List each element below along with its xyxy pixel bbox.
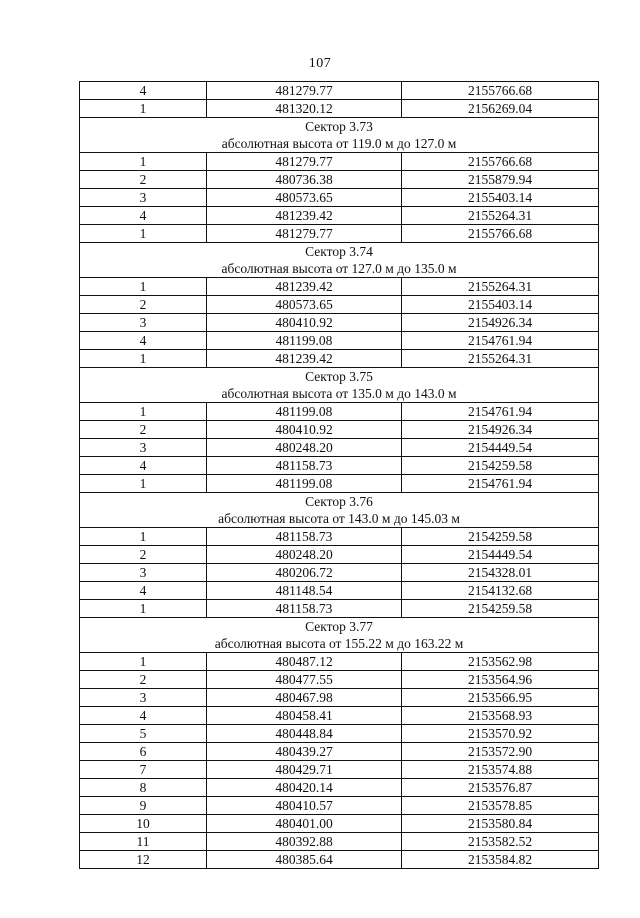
x-coordinate-cell: 480448.84 xyxy=(207,725,402,743)
y-coordinate-cell: 2153570.92 xyxy=(402,725,599,743)
table-row xyxy=(80,171,599,189)
point-number-cell: 3 xyxy=(80,689,207,707)
x-coordinate-cell: 480392.88 xyxy=(207,833,402,851)
point-number-cell: 1 xyxy=(80,653,207,671)
sector-heading-row xyxy=(80,243,599,261)
table-row xyxy=(80,314,599,332)
y-coordinate-cell: 2154259.58 xyxy=(402,600,599,618)
altitude-range-row xyxy=(80,260,599,278)
table-row xyxy=(80,350,599,368)
y-coordinate-cell: 2154926.34 xyxy=(402,421,599,439)
point-number-cell: 1 xyxy=(80,225,207,243)
y-coordinate-cell: 2153578.85 xyxy=(402,797,599,815)
point-number-cell: 8 xyxy=(80,779,207,797)
point-number-cell: 2 xyxy=(80,546,207,564)
altitude-range-row xyxy=(80,135,599,153)
y-coordinate-cell: 2155766.68 xyxy=(402,82,599,100)
page-number: 107 xyxy=(308,56,332,71)
x-coordinate-cell: 480248.20 xyxy=(207,439,402,457)
coordinates-table-body xyxy=(80,82,599,869)
point-number-cell: 2 xyxy=(80,671,207,689)
x-coordinate-cell: 480410.92 xyxy=(207,421,402,439)
point-number-cell: 1 xyxy=(80,475,207,493)
y-coordinate-cell: 2155879.94 xyxy=(402,171,599,189)
y-coordinate-cell: 2156269.04 xyxy=(402,100,599,118)
x-coordinate-cell: 481279.77 xyxy=(207,82,402,100)
x-coordinate-cell: 480410.92 xyxy=(207,314,402,332)
table-row xyxy=(80,546,599,564)
altitude-range-row xyxy=(80,510,599,528)
point-number-cell: 4 xyxy=(80,457,207,475)
point-number-cell: 2 xyxy=(80,296,207,314)
x-coordinate-cell: 480439.27 xyxy=(207,743,402,761)
y-coordinate-cell: 2154328.01 xyxy=(402,564,599,582)
point-number-cell: 11 xyxy=(80,833,207,851)
point-number-cell: 2 xyxy=(80,171,207,189)
x-coordinate-cell: 481239.42 xyxy=(207,278,402,296)
point-number-cell: 12 xyxy=(80,851,207,869)
sector-heading-row xyxy=(80,493,599,511)
table-row xyxy=(80,833,599,851)
y-coordinate-cell: 2155264.31 xyxy=(402,278,599,296)
y-coordinate-cell: 2155264.31 xyxy=(402,207,599,225)
table-row xyxy=(80,439,599,457)
table-row xyxy=(80,671,599,689)
altitude-range-text: абсолютная высота от 155.22 м до 163.22 м xyxy=(80,635,599,653)
y-coordinate-cell: 2153568.93 xyxy=(402,707,599,725)
y-coordinate-cell: 2154926.34 xyxy=(402,314,599,332)
y-coordinate-cell: 2155403.14 xyxy=(402,296,599,314)
table-row xyxy=(80,100,599,118)
point-number-cell: 4 xyxy=(80,82,207,100)
table-row xyxy=(80,815,599,833)
point-number-cell: 1 xyxy=(80,153,207,171)
table-row xyxy=(80,582,599,600)
sector-title: Сектор 3.74 xyxy=(80,243,599,261)
table-row xyxy=(80,278,599,296)
x-coordinate-cell: 481158.73 xyxy=(207,528,402,546)
y-coordinate-cell: 2153584.82 xyxy=(402,851,599,869)
table-row xyxy=(80,743,599,761)
y-coordinate-cell: 2154259.58 xyxy=(402,457,599,475)
altitude-range-text: абсолютная высота от 119.0 м до 127.0 м xyxy=(80,135,599,153)
y-coordinate-cell: 2155403.14 xyxy=(402,189,599,207)
x-coordinate-cell: 480573.65 xyxy=(207,296,402,314)
x-coordinate-cell: 480487.12 xyxy=(207,653,402,671)
point-number-cell: 9 xyxy=(80,797,207,815)
table-row xyxy=(80,153,599,171)
y-coordinate-cell: 2153562.98 xyxy=(402,653,599,671)
point-number-cell: 6 xyxy=(80,743,207,761)
y-coordinate-cell: 2154449.54 xyxy=(402,546,599,564)
point-number-cell: 1 xyxy=(80,403,207,421)
point-number-cell: 1 xyxy=(80,278,207,296)
y-coordinate-cell: 2155766.68 xyxy=(402,225,599,243)
y-coordinate-cell: 2155264.31 xyxy=(402,350,599,368)
altitude-range-text: абсолютная высота от 143.0 м до 145.03 м xyxy=(80,510,599,528)
table-row xyxy=(80,457,599,475)
x-coordinate-cell: 481199.08 xyxy=(207,475,402,493)
sector-title: Сектор 3.77 xyxy=(80,618,599,636)
x-coordinate-cell: 480248.20 xyxy=(207,546,402,564)
x-coordinate-cell: 480420.14 xyxy=(207,779,402,797)
y-coordinate-cell: 2153572.90 xyxy=(402,743,599,761)
point-number-cell: 5 xyxy=(80,725,207,743)
sector-title: Сектор 3.73 xyxy=(80,118,599,136)
table-row xyxy=(80,403,599,421)
x-coordinate-cell: 480206.72 xyxy=(207,564,402,582)
y-coordinate-cell: 2154761.94 xyxy=(402,475,599,493)
sector-heading-row xyxy=(80,118,599,136)
table-row xyxy=(80,600,599,618)
table-row xyxy=(80,189,599,207)
point-number-cell: 10 xyxy=(80,815,207,833)
x-coordinate-cell: 481279.77 xyxy=(207,225,402,243)
table-row xyxy=(80,761,599,779)
sector-heading-row xyxy=(80,618,599,636)
x-coordinate-cell: 480736.38 xyxy=(207,171,402,189)
point-number-cell: 3 xyxy=(80,439,207,457)
x-coordinate-cell: 480458.41 xyxy=(207,707,402,725)
x-coordinate-cell: 480401.00 xyxy=(207,815,402,833)
point-number-cell: 1 xyxy=(80,350,207,368)
x-coordinate-cell: 481320.12 xyxy=(207,100,402,118)
table-row xyxy=(80,332,599,350)
sector-title: Сектор 3.75 xyxy=(80,368,599,386)
point-number-cell: 4 xyxy=(80,332,207,350)
point-number-cell: 2 xyxy=(80,421,207,439)
point-number-cell: 7 xyxy=(80,761,207,779)
x-coordinate-cell: 481279.77 xyxy=(207,153,402,171)
altitude-range-text: абсолютная высота от 127.0 м до 135.0 м xyxy=(80,260,599,278)
y-coordinate-cell: 2153582.52 xyxy=(402,833,599,851)
table-row xyxy=(80,707,599,725)
x-coordinate-cell: 480477.55 xyxy=(207,671,402,689)
point-number-cell: 1 xyxy=(80,528,207,546)
table-row xyxy=(80,797,599,815)
y-coordinate-cell: 2153576.87 xyxy=(402,779,599,797)
table-row xyxy=(80,475,599,493)
table-row xyxy=(80,225,599,243)
x-coordinate-cell: 480467.98 xyxy=(207,689,402,707)
point-number-cell: 3 xyxy=(80,564,207,582)
table-row xyxy=(80,653,599,671)
point-number-cell: 3 xyxy=(80,314,207,332)
y-coordinate-cell: 2154132.68 xyxy=(402,582,599,600)
x-coordinate-cell: 481199.08 xyxy=(207,403,402,421)
y-coordinate-cell: 2154449.54 xyxy=(402,439,599,457)
x-coordinate-cell: 481158.73 xyxy=(207,457,402,475)
point-number-cell: 1 xyxy=(80,600,207,618)
table-row xyxy=(80,421,599,439)
table-row xyxy=(80,528,599,546)
point-number-cell: 3 xyxy=(80,189,207,207)
altitude-range-row xyxy=(80,385,599,403)
x-coordinate-cell: 480385.64 xyxy=(207,851,402,869)
x-coordinate-cell: 481239.42 xyxy=(207,207,402,225)
point-number-cell: 1 xyxy=(80,100,207,118)
altitude-range-row xyxy=(80,635,599,653)
x-coordinate-cell: 481158.73 xyxy=(207,600,402,618)
table-row xyxy=(80,851,599,869)
y-coordinate-cell: 2153566.95 xyxy=(402,689,599,707)
y-coordinate-cell: 2154761.94 xyxy=(402,332,599,350)
point-number-cell: 4 xyxy=(80,707,207,725)
x-coordinate-cell: 480410.57 xyxy=(207,797,402,815)
x-coordinate-cell: 481199.08 xyxy=(207,332,402,350)
y-coordinate-cell: 2153564.96 xyxy=(402,671,599,689)
table-row xyxy=(80,296,599,314)
x-coordinate-cell: 481239.42 xyxy=(207,350,402,368)
y-coordinate-cell: 2154259.58 xyxy=(402,528,599,546)
sector-heading-row xyxy=(80,368,599,386)
sector-title: Сектор 3.76 xyxy=(80,493,599,511)
coordinates-table xyxy=(79,81,599,869)
altitude-range-text: абсолютная высота от 135.0 м до 143.0 м xyxy=(80,385,599,403)
point-number-cell: 4 xyxy=(80,207,207,225)
y-coordinate-cell: 2155766.68 xyxy=(402,153,599,171)
x-coordinate-cell: 481148.54 xyxy=(207,582,402,600)
table-row xyxy=(80,725,599,743)
x-coordinate-cell: 480429.71 xyxy=(207,761,402,779)
table-row xyxy=(80,207,599,225)
y-coordinate-cell: 2153580.84 xyxy=(402,815,599,833)
x-coordinate-cell: 480573.65 xyxy=(207,189,402,207)
table-row xyxy=(80,564,599,582)
table-row xyxy=(80,82,599,100)
table-row xyxy=(80,689,599,707)
point-number-cell: 4 xyxy=(80,582,207,600)
table-row xyxy=(80,779,599,797)
y-coordinate-cell: 2153574.88 xyxy=(402,761,599,779)
y-coordinate-cell: 2154761.94 xyxy=(402,403,599,421)
